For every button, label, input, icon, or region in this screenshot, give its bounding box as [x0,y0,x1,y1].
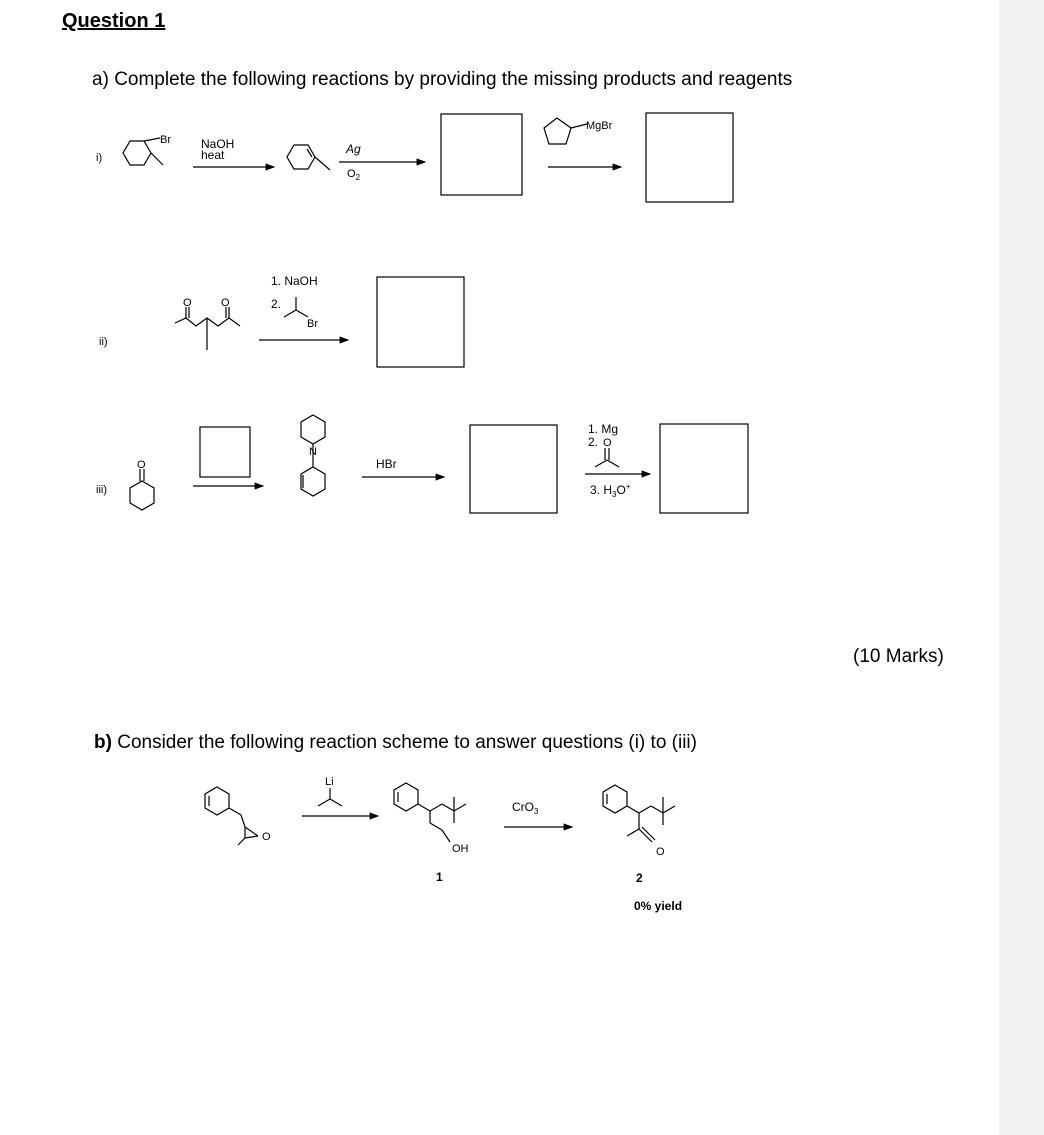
enamine-n: N [309,446,317,458]
compound-1-label: 1 [436,870,443,884]
answer-box-ii[interactable] [377,277,464,367]
reaction-ii [99,274,464,367]
answer-box-iii-1[interactable] [470,425,557,513]
compound-2-structure [603,785,675,842]
diketone-o-2: O [221,297,230,309]
marks-label: (10 Marks) [853,646,944,667]
answer-box-iii-2[interactable] [660,424,748,513]
reaction-iii-step2: 2. [588,435,599,449]
reaction-ii-bromide: Br [307,318,318,330]
organolithium-structure [318,788,342,806]
reaction-i-label: i) [96,152,103,164]
bromide-label: Br [160,134,171,146]
answer-box-iii-reagent[interactable] [200,427,250,477]
bromomethylcyclohexane-structure [123,138,163,165]
compound-2-label: 2 [636,871,643,885]
answer-box-i-1[interactable] [441,114,522,195]
organolithium-label: Li [325,776,334,788]
diketone-o-1: O [183,297,192,309]
oxidant-text: CrO [512,800,534,814]
part-a-prompt: Complete the following reactions by providing the missing products and reagents [114,69,793,90]
part-b-scheme [205,776,682,913]
reagent-ag: Ag [346,142,361,156]
part-b-prompt: Consider the following reaction scheme to answer questions (i) to (iii) [117,732,697,753]
reagent-o2 [347,168,361,182]
isopropyl-bromide-structure [284,297,308,317]
reaction-ii-step1: 1. NaOH [271,274,318,288]
part-a-label: a) [92,69,109,90]
acetone-o: O [603,437,612,449]
reaction-iii-label: iii) [96,484,107,496]
reaction-i [96,113,733,202]
reaction-iii-step3-sup: + [625,482,631,491]
reaction-iii-step3-sub: 3 [612,490,617,499]
grignard-label: MgBr [586,120,613,132]
right-scroll-margin [999,0,1044,1135]
reaction-iii-step1: 1. Mg [588,422,619,436]
answer-box-i-2[interactable] [646,113,733,202]
reaction-ii-label: ii) [99,336,108,348]
question-title: Question 1 [62,10,166,32]
reaction-ii-step2: 2. [271,297,282,311]
reagent-naoh: NaOH [201,137,235,151]
reaction-iii-step3-o: O [616,483,626,497]
epoxide-structure [205,787,258,845]
methylcyclohexene-structure [287,145,330,170]
ketone-o: O [656,846,665,858]
diketone-structure [175,307,240,350]
compound-1-structure [394,783,466,842]
reaction-iii [96,415,748,513]
alcohol-oh: OH [452,843,469,855]
reagent-heat: heat [201,148,225,162]
reaction-iii-step3-prefix: 3. H [590,483,613,497]
epoxide-o: O [262,831,271,843]
acetone-structure [595,448,619,467]
cyclohexanone-structure [130,469,154,510]
reaction-iii-step3 [590,482,631,499]
reagent-o2-o: O [347,168,356,180]
reagent-hbr: HBr [376,457,397,471]
reagent-o2-sub: 2 [355,173,361,182]
cyclohexanone-o: O [137,459,146,471]
cyclopentylmagnesium-bromide-structure [544,118,587,144]
oxidant-label [512,800,539,816]
part-b-label: b) [94,732,112,753]
yield-label: 0% yield [634,899,683,913]
oxidant-sub: 3 [534,807,539,816]
